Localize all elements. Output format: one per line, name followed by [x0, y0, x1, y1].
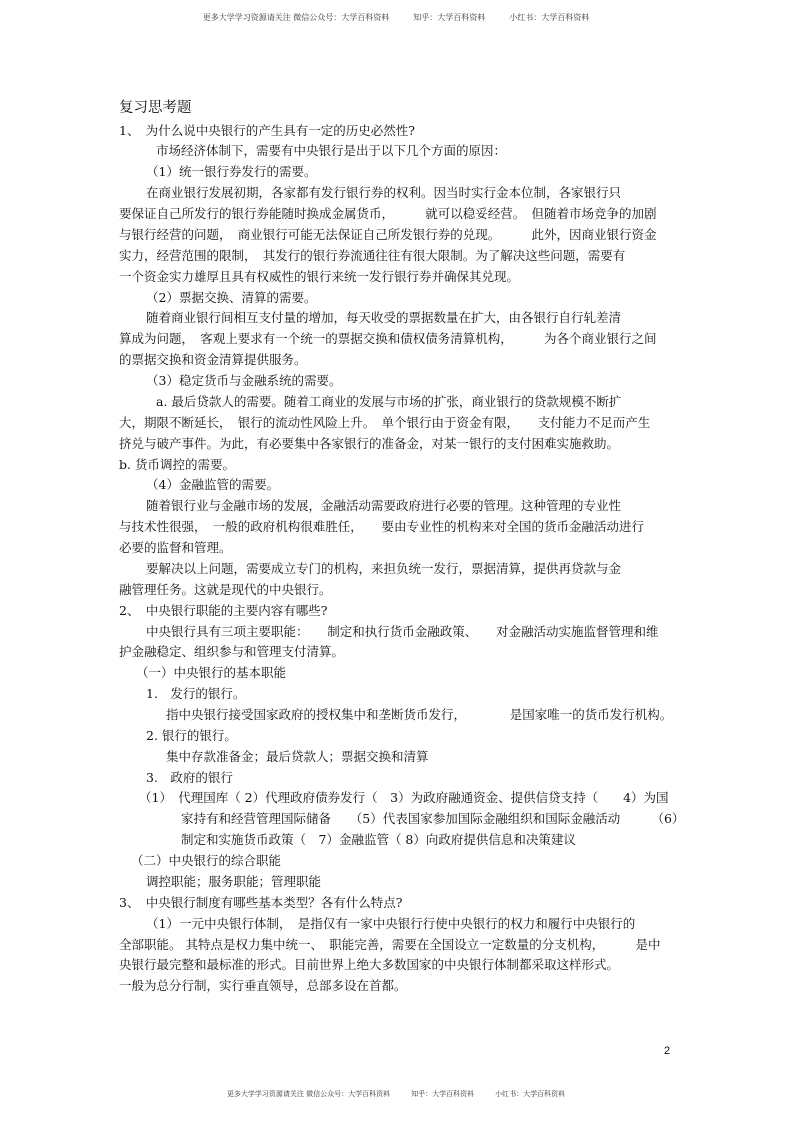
question-3: 3、 中央银行制度有哪些基本类型？各有什么特点? [119, 895, 403, 910]
paragraph-line: 随着商业银行间相互支付量的增加，每天收受的票据数量在扩大，由各银行自行轧差清 [146, 310, 622, 325]
paragraph-line: b. 货币调控的需要。 [119, 457, 235, 472]
paragraph-line: 挤兑与破产事件。为此，有必要集中各家银行的准备金，对某一银行的支付困难实施救助。 [119, 436, 620, 451]
paragraph-line: 指中央银行接受国家政府的授权集中和垄断货币发行， 是国家唯一的货币发行机构。 [166, 707, 673, 722]
paragraph-line: （1） 代理国库（ 2）代理政府债券发行（ 3）为政府融通资金、提供信贷支持（ 4）为国 [139, 790, 669, 805]
paragraph-line: 必要的监督和管理。 [119, 540, 232, 555]
subheading: （2）票据交换、清算的需要。 [146, 290, 317, 305]
paragraph-line: 集中存款准备金；最后贷款人；票据交换和清算 [166, 749, 429, 764]
paragraph-line: 央银行最完整和最标准的形式。目前世界上绝大多数国家的中央银行体制都采取这样形式。 [119, 957, 620, 972]
section-title: 复习思考题 [119, 100, 192, 116]
paragraph-line: 要解决以上问题，需要成立专门的机构，来担负统一发行，票据清算，提供再贷款与金 [146, 561, 622, 576]
question-2: 2、 中央银行职能的主要内容有哪些? [119, 603, 328, 618]
paragraph-line: 算成为问题， 客观上要求有一个统一的票据交换和债权债务清算机构， 为各个商业银行之间 [119, 331, 657, 346]
paragraph-line: 实力，经营范围的限制， 其发行的银行券流通往往有很大限制。为了解决这些问题，需要有 [119, 248, 626, 263]
paragraph-line: 要保证自己所发行的银行券能随时换成金属货币， 就可以稳妥经营。 但随着市场竞争的加剧 [119, 206, 657, 221]
paragraph-line: 与银行经营的问题， 商业银行可能无法保证自己所发银行券的兑现。 此外，因商业银行资金 [119, 227, 657, 242]
paragraph-line: 制定和实施货币政策（ 7）金融监管（ 8）向政府提供信息和决策建议 [181, 832, 576, 847]
page-header: 更多大学学习资源请关注 微信公众号：大学百科资料 知乎：大学百科资料 小红书：大学百科资料 [202, 13, 590, 22]
paragraph-line: 家持有和经营管理国际储备 （5）代表国家参加国际金融组织和国际金融活动 （6） [181, 811, 685, 826]
paragraph-line: 护金融稳定、组织参与和管理支付清算。 [119, 644, 345, 659]
page-number: 2 [664, 1045, 671, 1057]
paragraph-line: 全部职能。 其特点是权力集中统一、 职能完善，需要在全国设立一定数量的分支机构， 是中 [119, 937, 661, 952]
paragraph-line: a. 最后贷款人的需要。随着工商业的发展与市场的扩张，商业银行的贷款规模不断扩 [156, 394, 622, 409]
paragraph-line: 市场经济体制下，需要有中央银行是出于以下几个方面的原因： [156, 143, 507, 158]
paragraph-line: 一般为总分行制，实行垂直领导，总部多设在首都。 [119, 978, 407, 993]
paragraph-line: 中央银行具有三项主要职能： 制定和执行货币金融政策、 对金融活动实施监督管理和维 [146, 624, 659, 639]
page-footer: 更多大学学习资源请关注 微信公众号：大学百科资料 知乎：大学百科资料 小红书：大学百科资料 [226, 1090, 566, 1098]
subheading: （二）中央银行的综合职能 [131, 853, 282, 868]
subheading: （3）稳定货币与金融系统的需要。 [146, 373, 342, 388]
paragraph-line: 调控职能；服务职能；管理职能 [146, 874, 322, 889]
paragraph-line: 在商业银行发展初期，各家都有发行银行券的权利。因当时实行金本位制，各家银行只 [146, 185, 622, 200]
paragraph-line: 随着银行业与金融市场的发展，金融活动需要政府进行必要的管理。这种管理的专业性 [146, 498, 622, 513]
list-item: 3. 政府的银行 [146, 770, 233, 785]
paragraph-line: 一个资金实力雄厚且具有权威性的银行来统一发行银行券并确保其兑现。 [119, 269, 520, 284]
paragraph-line: 的票据交换和资金清算提供服务。 [119, 352, 307, 367]
subheading: （一）中央银行的基本职能 [136, 665, 287, 680]
paragraph-line: （1）一元中央银行体制， 是指仅有一家中央银行行使中央银行的权力和履行中央银行的 [146, 916, 636, 931]
list-item: 1. 发行的银行。 [146, 686, 246, 701]
paragraph-line: 与技术性很强， 一般的政府机构很难胜任， 要由专业性的机构来对全国的货币金融活动进行 [119, 519, 645, 534]
list-item: 2. 银行的银行。 [146, 728, 237, 743]
subheading: （1）统一银行券发行的需要。 [146, 164, 317, 179]
paragraph-line: 融管理任务。这就是现代的中央银行。 [119, 582, 332, 597]
question-1: 1、 为什么说中央银行的产生具有一定的历史必然性? [119, 123, 415, 138]
subheading: （4）金融监管的需要。 [146, 477, 279, 492]
paragraph-line: 大，期限不断延长， 银行的流动性风险上升。 单个银行由于资金有限， 支付能力不足而产生 [119, 415, 651, 430]
